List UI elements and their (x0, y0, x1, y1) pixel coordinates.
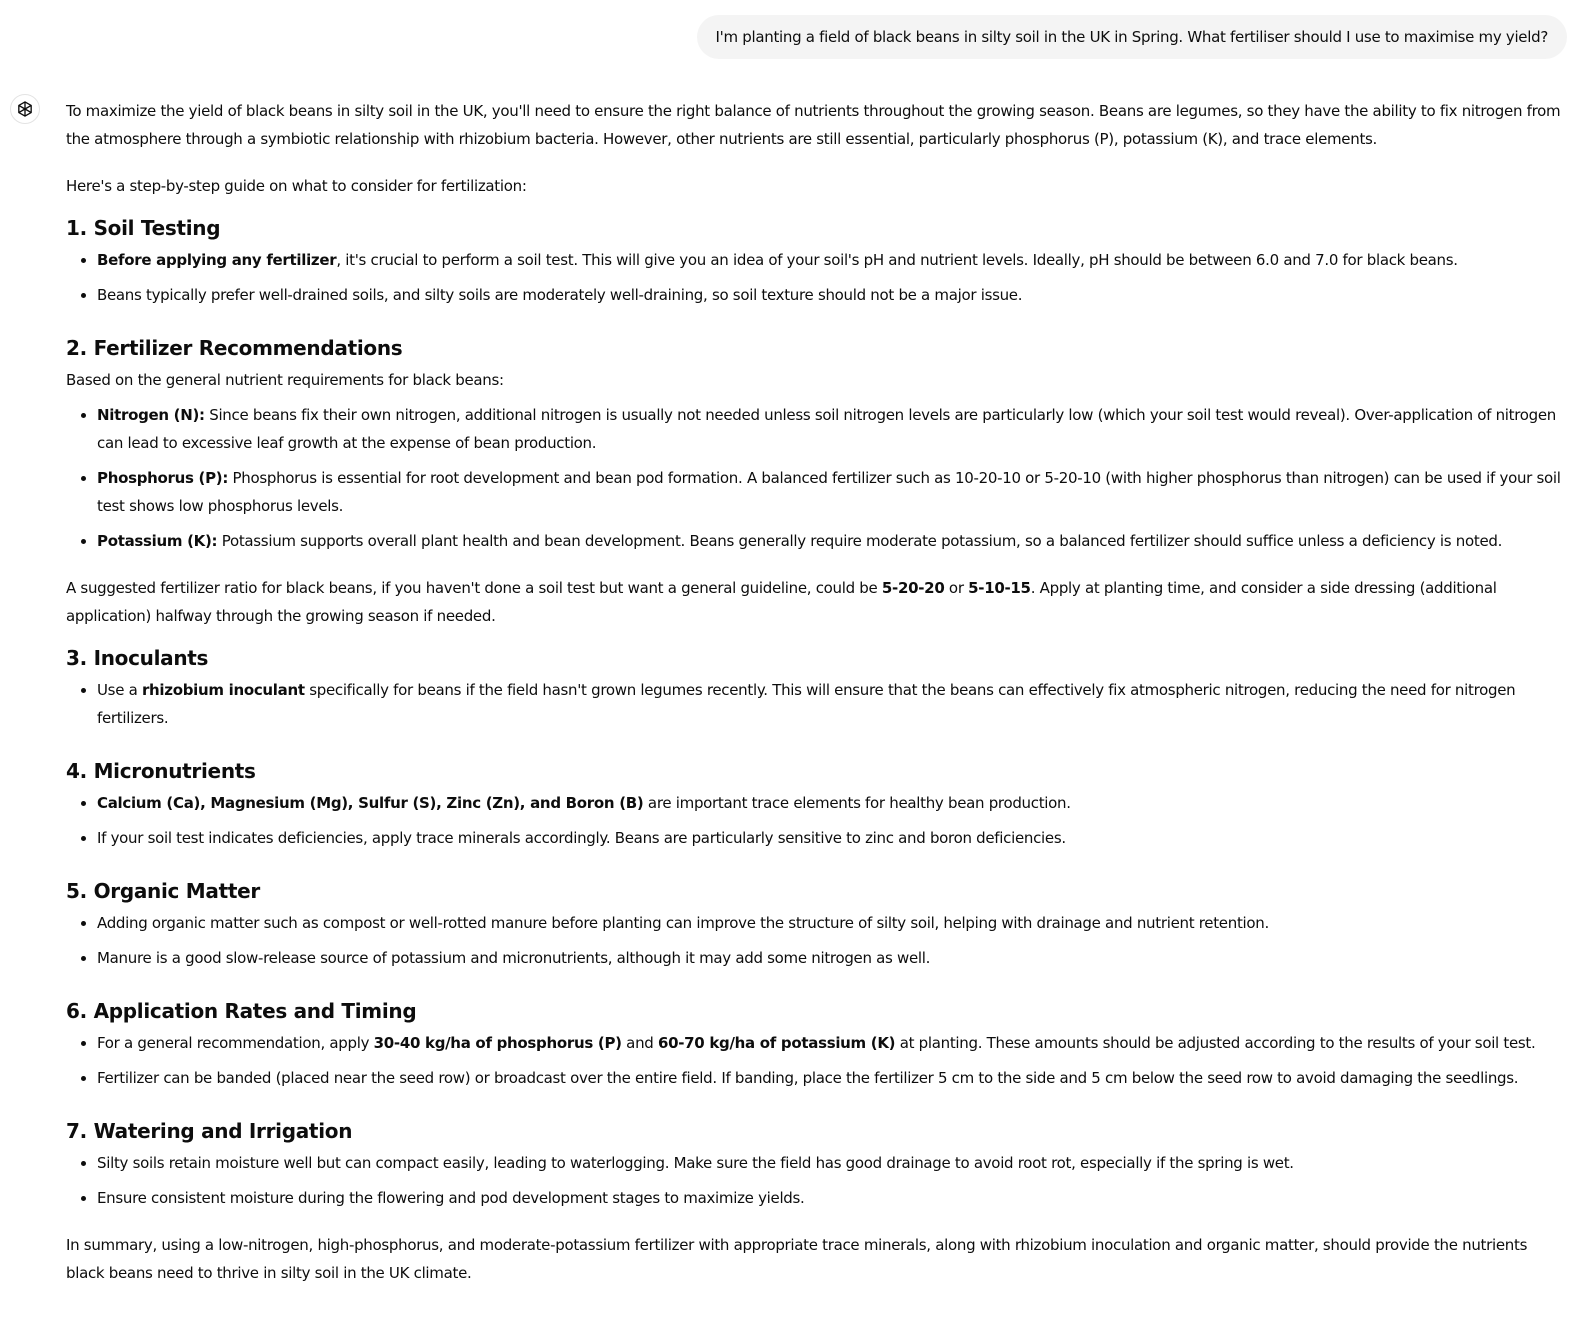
openai-logo-icon (15, 99, 35, 119)
list-item: • Use a rhizobium inoculant specifically for beans if the field hasn't grown legumes recently. This will ensure that the beans can effectively fix atmospheric nitrogen, reducing the need for nitrogen fertilizers. (97, 676, 1561, 732)
list-item: • Before applying any fertilizer, it's crucial to perform a soil test. This will give you an idea of your soil's pH and nutrient levels. Ideally, pH should be between 6.0 and 7.0 for black beans. (97, 246, 1561, 274)
list-item: • Phosphorus (P): Phosphorus is essential for root development and bean pod formation. A balanced fertilizer such as 10-20-10 or 5-20-10 (with higher phosphorus than nitrogen) can be used if your soil test shows low phosphorus levels. (97, 464, 1561, 520)
inoculants-list (66, 676, 1561, 732)
list-item: • Adding organic matter such as compost or well-rotted manure before planting can improve the structure of silty soil, helping with drainage and nutrient retention. (97, 909, 1561, 937)
list-item: • If your soil test indicates deficiencies, apply trace minerals accordingly. Beans are particularly sensitive to zinc and boron deficiencies. (97, 824, 1561, 852)
section-heading-fertilizer-recommendations: 2. Fertilizer Recommendations (66, 336, 403, 360)
fertilizer-list (66, 401, 1561, 555)
fertilizer-ratio-note: A suggested fertilizer ratio for black beans, if you haven't done a soil test but want a general guideline, could be 5-20-20 or 5-10-15. Apply at planting time, and consider a side dressing (additional application) halfway through the growing season if needed. (66, 579, 1497, 625)
application-rates-list (66, 1029, 1561, 1092)
user-message-bubble (697, 15, 1567, 59)
section-heading-application-rates: 6. Application Rates and Timing (66, 999, 417, 1023)
user-message-text: I'm planting a field of black beans in silty soil in the UK in Spring. What fertiliser should I use to maximise my yield? (715, 28, 1548, 46)
assistant-reply (66, 97, 1561, 1287)
section-heading-micronutrients: 4. Micronutrients (66, 759, 256, 783)
list-item: • Manure is a good slow-release source of potassium and micronutrients, although it may add some nitrogen as well. (97, 944, 1561, 972)
soil-testing-list (66, 246, 1561, 309)
list-item: • Nitrogen (N): Since beans fix their own nitrogen, additional nitrogen is usually not needed unless soil nitrogen levels are particularly low (which your soil test would reveal). Over-application of nitrogen can lead to excessive leaf growth at the expense of bean production. (97, 401, 1561, 457)
list-item: • Ensure consistent moisture during the flowering and pod development stages to maximize yields. (97, 1184, 1561, 1212)
fertilizer-lead: Based on the general nutrient requirements for black beans: (66, 371, 504, 389)
list-item: • Calcium (Ca), Magnesium (Mg), Sulfur (S), Zinc (Zn), and Boron (B) are important trace elements for healthy bean production. (97, 789, 1561, 817)
reply-intro: To maximize the yield of black beans in silty soil in the UK, you'll need to ensure the right balance of nutrients throughout the growing season. Beans are legumes, so they have the ability to fix nitrogen from the atmosphere through a symbiotic relationship with rhizobium bacteria. However, other nutrients are still essential, particularly phosphorus (P), potassium (K), and trace elements. (66, 102, 1561, 148)
section-heading-soil-testing: 1. Soil Testing (66, 216, 221, 240)
list-item: • Fertilizer can be banded (placed near the seed row) or broadcast over the entire field. If banding, place the fertilizer 5 cm to the side and 5 cm below the seed row to avoid damaging the seedlings. (97, 1064, 1561, 1092)
section-heading-organic-matter: 5. Organic Matter (66, 879, 260, 903)
list-item: • Potassium (K): Potassium supports overall plant health and bean development. Beans generally require moderate potassium, so a balanced fertilizer should suffice unless a deficiency is noted. (97, 527, 1561, 555)
reply-lead: Here's a step-by-step guide on what to consider for fertilization: (66, 177, 527, 195)
reply-summary: In summary, using a low-nitrogen, high-phosphorus, and moderate-potassium fertilizer with appropriate trace minerals, along with rhizobium inoculation and organic matter, should provide the nutrients black beans need to thrive in silty soil in the UK climate. (66, 1236, 1528, 1282)
list-item: • For a general recommendation, apply 30-40 kg/ha of phosphorus (P) and 60-70 kg/ha of potassium (K) at planting. These amounts should be adjusted according to the results of your soil test. (97, 1029, 1561, 1057)
list-item: • Silty soils retain moisture well but can compact easily, leading to waterlogging. Make sure the field has good drainage to avoid root rot, especially if the spring is wet. (97, 1149, 1561, 1177)
assistant-avatar (10, 94, 40, 124)
watering-list (66, 1149, 1561, 1212)
section-heading-watering: 7. Watering and Irrigation (66, 1119, 353, 1143)
list-item: • Beans typically prefer well-drained soils, and silty soils are moderately well-draining, so soil texture should not be a major issue. (97, 281, 1561, 309)
section-heading-inoculants: 3. Inoculants (66, 646, 209, 670)
micronutrients-list (66, 789, 1561, 852)
organic-matter-list (66, 909, 1561, 972)
